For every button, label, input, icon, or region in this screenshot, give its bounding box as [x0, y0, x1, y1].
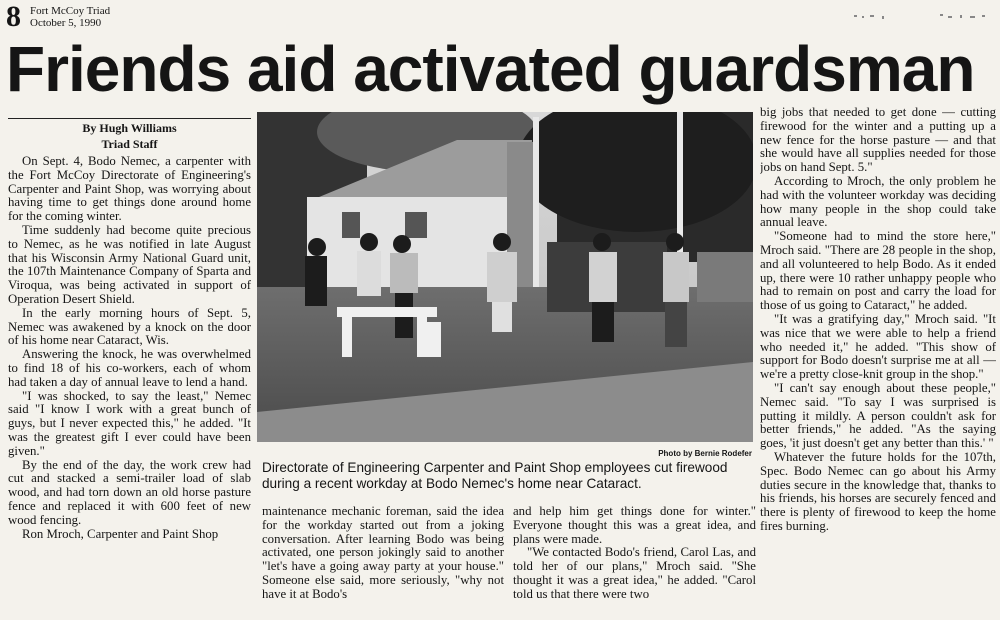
byline-staff: Triad Staff — [101, 137, 158, 151]
paragraph: In the early morning hours of Sept. 5, Nemec was awakened by a knock on the door of his home near Cataract, Wis. — [8, 305, 251, 348]
paragraph: "It was a gratifying day," Mroch said. "It was nice that we were able to help a friend who needed it," he added. "This show of support for Bodo doesn't surprise me at all — we're a pretty close-knit group in the shop." — [760, 311, 996, 382]
paragraph: Ron Mroch, Carpenter and Paint Shop — [22, 526, 219, 541]
article-column-2 — [262, 505, 504, 617]
paragraph: Whatever the future holds for the 107th, Spec. Bodo Nemec can go about his Army duties secure in the knowledge that, thanks to his friends, his horses are securely fenced and there is plenty of firewood to keep the home fires burning. — [760, 449, 996, 533]
article-column-1 — [8, 155, 251, 617]
paragraph: big jobs that needed to get done — cutting firewood for the winter and a putting up a new fence for the horse pasture — and that she would have all supplies needed for those jobs on hand Sept. 5." — [760, 106, 996, 175]
paragraph: According to Mroch, the only problem he had with the volunteer workday was deciding how many people in the shop could take annual leave. — [760, 173, 996, 230]
article-photo — [257, 112, 753, 442]
paragraph: By the end of the day, the work crew had cut and stacked a semi-trailer load of slab wood, and had torn down an old horse pasture fence and replaced it with 600 feet of new wood fencing. — [8, 457, 251, 527]
photo-illustration — [257, 112, 753, 442]
photo-caption: Directorate of Engineering Carpenter and Paint Shop employees cut firewood during a recent workday at Bodo Nemec's home near Cataract. — [262, 460, 728, 491]
article-column-4 — [760, 106, 996, 618]
headline: Friends aid activated guardsman — [6, 33, 975, 105]
photo-credit: Photo by Bernie Rodefer — [658, 449, 752, 458]
page-number: 8 — [6, 0, 21, 33]
publication-name: Fort McCoy Triad — [30, 5, 111, 17]
byline-author: By Hugh Williams — [82, 121, 177, 135]
paragraph: "We contacted Bodo's friend, Carol Las, and told her of our plans," Mroch said. "She thought it was a great idea," he added. "Carol told us that there were two — [513, 545, 756, 601]
paragraph: "I was shocked, to say the least," Nemec said "I know I work with a great bunch of guys, but I never expected this," he added. "It was the greatest gift I ever could have been given." — [8, 388, 251, 458]
article-column-3 — [513, 505, 756, 617]
publication-info — [30, 5, 110, 29]
byline — [8, 118, 251, 151]
paragraph: "Someone had to mind the store here," Mroch said. "There are 28 people in the shop, and all volunteered to help Bodo. As it ended up, there were 10 rather unhappy people who had to remain on post and carry the load for those of us going to Cataract," he added. — [760, 229, 996, 313]
print-noise-decoration — [852, 12, 992, 22]
paragraph: maintenance mechanic foreman, said the idea for the workday started out from a joking conversation. After learning Bodo was being activated, one person jokingly said to another "let's have a going away party at your house." Someone else said, more seriously, "why not have it at Bodo's — [262, 505, 504, 601]
paragraph: and help him get things done for winter." Everyone thought this was a great idea, and plans were made. — [513, 505, 756, 546]
paragraph: Time suddenly had become quite precious to Nemec, as he was notified in late August that his Wisconsin Army National Guard unit, the 107th Maintenance Company of Sparta and Viroqua, was being activated in support of Operation Desert Shield. — [8, 222, 251, 306]
publication-date: October 5, 1990 — [30, 17, 102, 29]
paragraph: Answering the knock, he was overwhelmed to find 18 of his co-workers, each of whom had taken a day of annual leave to lend a hand. — [8, 347, 251, 389]
paragraph: "I can't say enough about these people," Nemec said. "To say I was surprised is putting it mildly. A person couldn't ask for better friends," he added. "As the saying goes, 'it just doesn't get any better than this.' " — [760, 380, 996, 451]
paragraph: On Sept. 4, Bodo Nemec, a carpenter with the Fort McCoy Directorate of Engineering's Carpenter and Paint Shop, was worrying about having time to get things done around home for the coming winter. — [8, 155, 251, 224]
